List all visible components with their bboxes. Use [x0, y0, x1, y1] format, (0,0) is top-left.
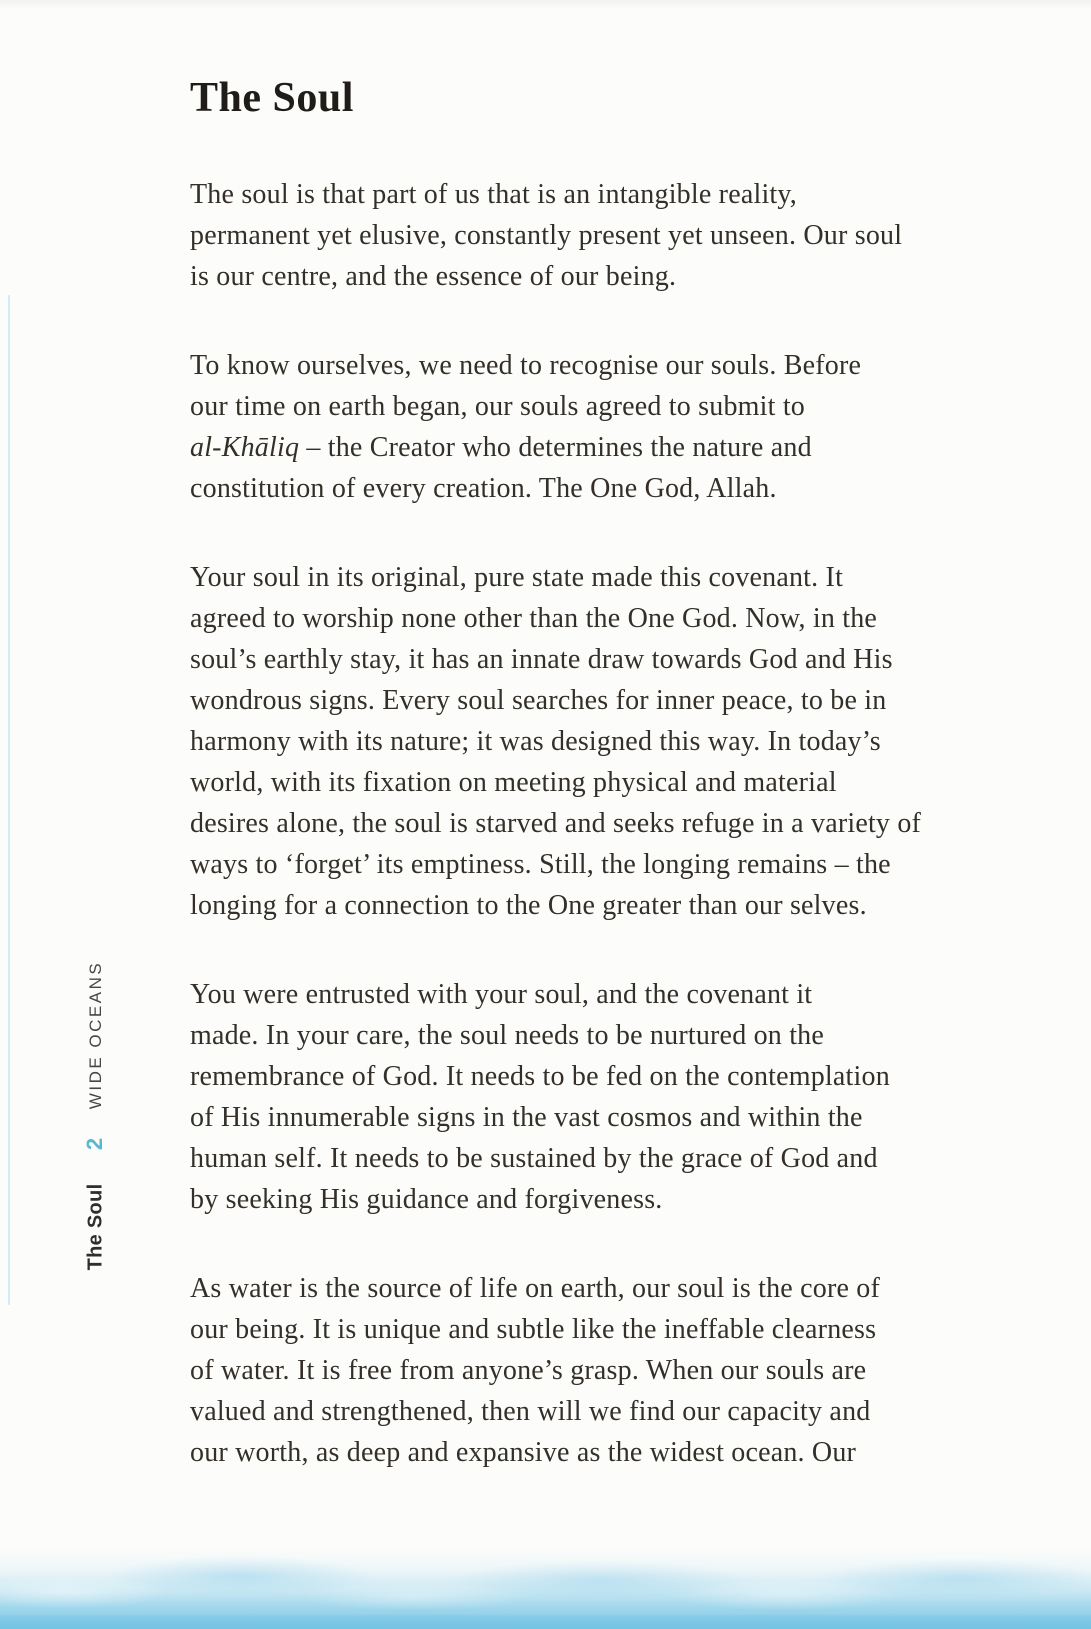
text-line: soul’s earthly stay, it has an innate draw towards God and His [190, 644, 893, 675]
text-line: our worth, as deep and expansive as the widest ocean. Our [190, 1437, 857, 1468]
text-line: of water. It is free from anyone’s grasp. When our souls are [190, 1355, 867, 1386]
text-line: Your soul in its original, pure state made this covenant. It [190, 562, 844, 593]
paragraph [190, 345, 1020, 509]
text-line: You were entrusted with your soul, and the covenant it [190, 979, 813, 1010]
text-line: longing for a connection to the One greater than our selves. [190, 890, 867, 921]
text-line: The soul is that part of us that is an intangible reality, [190, 179, 797, 210]
paragraph [190, 557, 1020, 926]
chapter-heading: The Soul [190, 75, 354, 121]
running-chapter-title: The Soul [84, 1183, 107, 1271]
text-line: agreed to worship none other than the One God. Now, in the [190, 603, 878, 634]
text-line: is our centre, and the essence of our being. [190, 261, 677, 292]
text-line: constitution of every creation. The One God, Allah. [190, 473, 777, 504]
text-line: To know ourselves, we need to recognise our souls. Before [190, 350, 862, 381]
text-line: remembrance of God. It needs to be fed on the contemplation [190, 1061, 890, 1092]
text-line: made. In your care, the soul needs to be nurtured on the [190, 1020, 824, 1051]
text-line: human self. It needs to be sustained by the grace of God and [190, 1143, 878, 1174]
paragraph [190, 174, 1020, 297]
paragraphs [190, 174, 1020, 1473]
text-line: permanent yet elusive, constantly present yet unseen. Our soul [190, 220, 903, 251]
text-line: desires alone, the soul is starved and seeks refuge in a variety of [190, 808, 922, 839]
text-line: valued and strengthened, then will we find our capacity and [190, 1396, 871, 1427]
text-line: by seeking His guidance and forgiveness. [190, 1184, 663, 1215]
scan-edge [0, 0, 1091, 10]
page-margin-sidebar [0, 0, 140, 1629]
text-line: our being. It is unique and subtle like the ineffable clearness [190, 1314, 877, 1345]
watercolor-footer-deep-edge [0, 1615, 1091, 1629]
text-line: As water is the source of life on earth, our soul is the core of [190, 1273, 881, 1304]
text-line: harmony with its nature; it was designed this way. In today’s [190, 726, 881, 757]
text-line: world, with its fixation on meeting physical and material [190, 767, 837, 798]
text-line: ways to ‘forget’ its emptiness. Still, the longing remains – the [190, 849, 891, 880]
paragraph [190, 974, 1020, 1220]
emphasized-term: al-Khāliq [190, 432, 300, 463]
text-line: al-Khāliq – the Creator who determines the nature and [190, 432, 812, 463]
watercolor-footer [0, 1547, 1091, 1629]
text-line: wondrous signs. Every soul searches for inner peace, to be in [190, 685, 887, 716]
page-number: 2 [82, 1137, 107, 1151]
running-book-title: WIDE OCEANS [86, 960, 105, 1110]
text-line: our time on earth began, our souls agreed to submit to [190, 391, 806, 422]
paragraph [190, 1268, 1020, 1473]
text-line: of His innumerable signs in the vast cosmos and within the [190, 1102, 863, 1133]
page-content [190, 70, 1020, 1521]
